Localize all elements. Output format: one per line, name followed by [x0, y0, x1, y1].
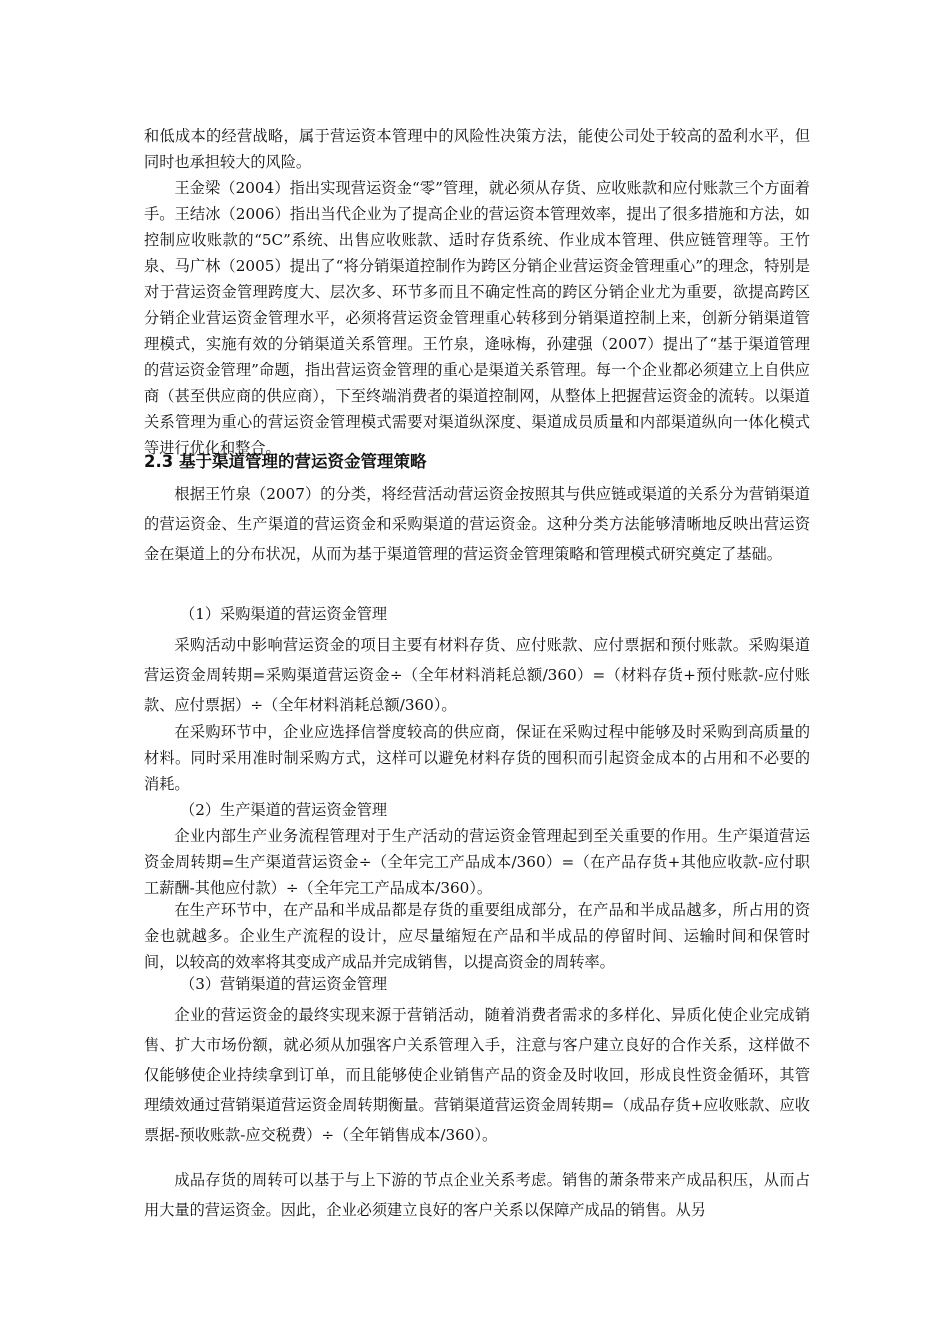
paragraph-finished-goods: 成品存货的周转可以基于与上下游的节点企业关系考虑。销售的萧条带来产成品积压，从而占用大量的营运资金。因此，企业必须建立良好的客户关系以保障产成品的销售。从另	[144, 1171, 810, 1219]
paragraph-production-strategy: 在生产环节中，在产品和半成品都是存货的重要组成部分，在产品和半成品越多，所占用的资金也就越多。企业生产流程的设计，应尽量缩短在产品和半成品的停留时间、运输时间和保管时间，以较高的效率将其变成产成品并完成销售，以提高资金的周转率。	[144, 901, 810, 971]
paragraph-procurement-strategy: 在采购环节中，企业应选择信誉度较高的供应商，保证在采购过程中能够及时采购到高质量的材料。同时采用准时制采购方式，这样可以避免材料存货的囤积而引起资金成本的占用和不必要的消耗。	[144, 723, 810, 793]
paragraph-literature-review: 王金梁（2004）指出实现营运资金“零”管理，就必须从存货、应收账款和应付账款三个方面着手。王结冰（2006）指出当代企业为了提高企业的营运资本管理效率，提出了很多措施和方法，如控制应收账款的“5C”系统、出售应收账款、适时存货系统、作业成本管理、供应链管理等。王竹泉、马广林（2005）提出了“将分销渠道控制作为跨区分销企业营运资金管理重心”的理念，特别是对于营运资金管理跨度大、层次多、环节多而且不确定性高的跨区分销企业尤为重要，欲提高跨区分销企业营运资金管理水平，必须将营运资金管理重心转移到分销渠道控制上来，创新分销渠道管理模式，实施有效的分销渠道关系管理。王竹泉，逄咏梅，孙建强（2007）提出了“基于渠道管理的营运资金管理”命题，指出营运资金管理的重心是渠道关系管理。每一个企业都必须建立上自供应商（甚至供应商的供应商），下至终端消费者的渠道控制网，从整体上把握营运资金的流转。以渠道关系管理为重心的营运资金管理模式需要对渠道纵深度、渠道成员质量和内部渠道纵向一体化模式等进行优化和整合。	[144, 179, 810, 457]
subheading-production: （2）生产渠道的营运资金管理	[180, 801, 388, 819]
subheading-marketing: （3）营销渠道的营运资金管理	[180, 975, 388, 993]
paragraph-marketing: 企业的营运资金的最终实现来源于营销活动，随着消费者需求的多样化、异质化使企业完成销售、扩大市场份额，就必须从加强客户关系管理入手，注意与客户建立良好的合作关系，这样做不仅能够使企业持续拿到订单，而且能够使企业销售产品的资金及时收回，形成良性资金循环，其管理绩效通过营销渠道营运资金周转期衡量。营销渠道营运资金周转期=（成品存货+应收账款、应收票据-预收账款-应交税费）÷（全年销售成本/360）。	[144, 1006, 810, 1144]
subheading-procurement: （1）采购渠道的营运资金管理	[180, 605, 388, 623]
section-heading: 2.3 基于渠道管理的营运资金管理策略	[144, 452, 427, 471]
paragraph-continuation: 和低成本的经营战略，属于营运资本管理中的风险性决策方法，能使公司处于较高的盈利水平，但同时也承担较大的风险。	[144, 127, 810, 171]
paragraph-production-formula: 企业内部生产业务流程管理对于生产活动的营运资金管理起到至关重要的作用。生产渠道营运资金周转期=生产渠道营运资金÷（全年完工产品成本/360）=（在产品存货+其他应收款-应付职工薪酬-其他应付款）÷（全年完工产品成本/360）。	[144, 827, 810, 897]
paragraph-classification: 根据王竹泉（2007）的分类，将经营活动营运资金按照其与供应链或渠道的关系分为营销渠道的营运资金、生产渠道的营运资金和采购渠道的营运资金。这种分类方法能够清晰地反映出营运资金在渠道上的分布状况，从而为基于渠道管理的营运资金管理策略和管理模式研究奠定了基础。	[144, 485, 810, 563]
paragraph-procurement-formula: 采购活动中影响营运资金的项目主要有材料存货、应付账款、应付票据和预付账款。采购渠道营运资金周转期=采购渠道营运资金÷（全年材料消耗总额/360）=（材料存货+预付账款-应付账款、应付票据）÷（全年材料消耗总额/360）。	[144, 636, 810, 714]
